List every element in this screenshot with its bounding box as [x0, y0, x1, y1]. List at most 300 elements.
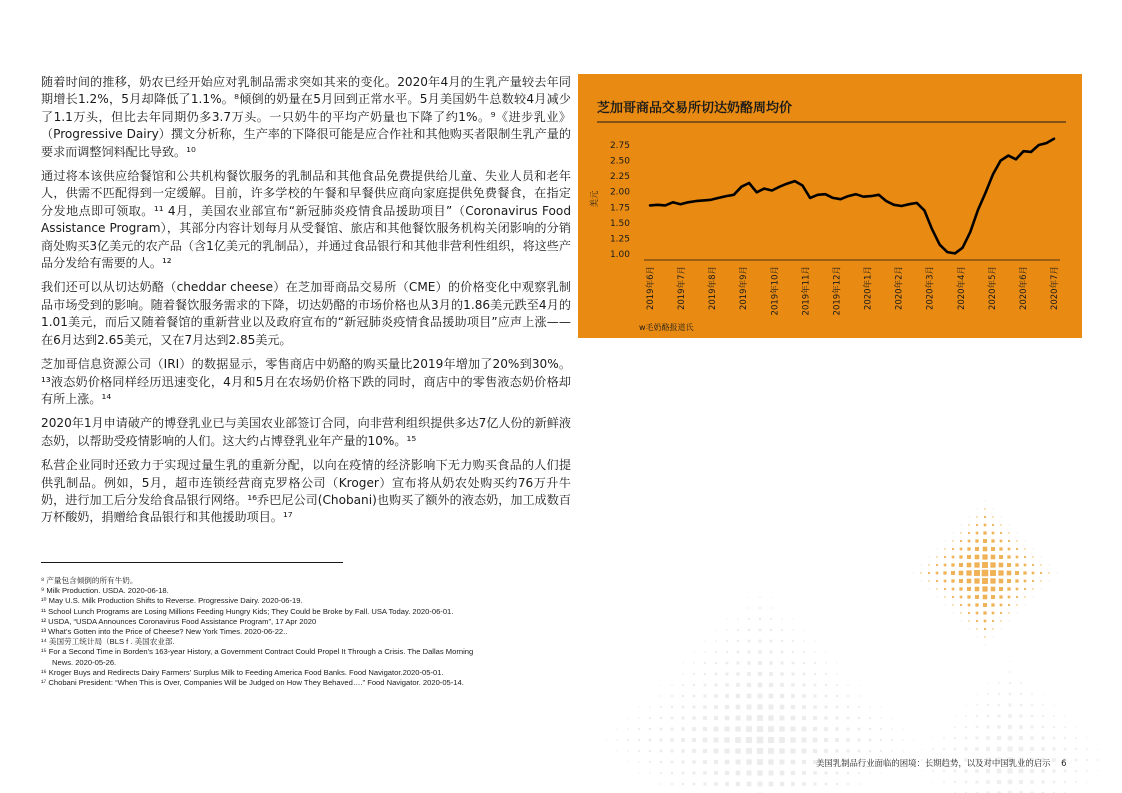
pattern-dot: [968, 540, 971, 543]
pattern-dot: [715, 684, 718, 687]
pattern-dot: [937, 597, 938, 598]
pattern-dot: [925, 740, 926, 741]
pattern-dot: [825, 706, 828, 709]
pattern-dot: [683, 652, 684, 653]
pattern-dot: [1041, 747, 1045, 751]
pattern-dot: [671, 761, 674, 764]
pattern-dot: [881, 773, 882, 774]
pattern-dot: [803, 651, 805, 653]
pattern-dot: [928, 572, 930, 574]
footnote: ⁹ Milk Production. USDA. 2020-06-18.: [41, 586, 169, 596]
pattern-dot: [826, 652, 827, 653]
pattern-dot: [959, 579, 963, 583]
pattern-dot: [628, 762, 629, 763]
x-tick-label: 2020年2月: [894, 266, 905, 311]
pattern-dot: [725, 716, 730, 721]
pattern-dot: [1053, 737, 1056, 740]
pattern-dot: [1041, 780, 1044, 783]
pattern-dot: [990, 562, 995, 567]
pattern-dot: [1024, 564, 1027, 567]
pattern-dot: [758, 650, 761, 653]
pattern-dot: [1020, 704, 1023, 707]
pattern-dot: [681, 727, 684, 730]
pattern-dot: [975, 747, 979, 751]
pattern-dot: [694, 652, 695, 653]
pattern-dot: [880, 717, 881, 718]
pattern-dot: [757, 770, 762, 775]
pattern-dot: [1019, 736, 1023, 740]
x-tick-label: 2020年5月: [987, 266, 998, 311]
pattern-dot: [943, 571, 946, 574]
pattern-dot: [758, 672, 762, 676]
pattern-dot: [977, 683, 978, 684]
pattern-dot: [858, 739, 861, 742]
pattern-dot: [725, 782, 729, 786]
pattern-dot: [960, 596, 963, 599]
pattern-dot: [638, 739, 640, 741]
pattern-dot: [802, 727, 807, 732]
x-tick-label: 2020年6月: [1018, 266, 1029, 311]
pattern-dot: [1016, 556, 1019, 559]
pattern-dot: [660, 695, 661, 696]
pattern-dot: [992, 612, 995, 615]
pattern-dot: [694, 641, 695, 642]
pattern-dot: [725, 727, 730, 732]
pattern-dot: [952, 540, 953, 541]
pattern-dot: [936, 556, 937, 557]
pattern-dot: [967, 563, 972, 568]
pattern-dot: [736, 694, 740, 698]
pattern-dot: [714, 771, 718, 775]
pattern-dot: [803, 662, 805, 664]
pattern-dot: [967, 547, 970, 550]
pattern-dot: [672, 674, 673, 675]
pattern-dot: [1017, 533, 1018, 534]
pattern-dot: [922, 738, 923, 739]
pattern-dot: [1000, 604, 1003, 607]
pattern-dot: [999, 661, 1000, 662]
pattern-dot: [1032, 672, 1033, 673]
pattern-dot: [974, 570, 980, 576]
pattern-dot: [951, 563, 954, 566]
pattern-dot: [1009, 621, 1010, 622]
pattern-dot: [1010, 650, 1011, 651]
pattern-dot: [628, 707, 629, 708]
footnote: ¹⁷ Chobani President: “When This is Over, Companies Will be Judged on How They Behaved….” Food Navigator. 2020-05-14.: [41, 678, 464, 688]
x-tick-label: 2019年12月: [832, 266, 843, 316]
pattern-dot: [759, 640, 762, 643]
pattern-dot: [782, 608, 783, 609]
pattern-dot: [791, 694, 795, 698]
x-tick-label: 2019年10月: [770, 266, 781, 316]
pattern-dot: [977, 637, 978, 638]
pattern-dot: [748, 607, 749, 608]
pattern-dot: [961, 525, 962, 526]
pattern-dot: [726, 673, 729, 676]
pattern-dot: [892, 707, 893, 708]
pattern-dot: [1007, 555, 1010, 558]
pattern-dot: [960, 532, 961, 533]
pattern-dot: [945, 605, 946, 606]
pattern-dot: [998, 693, 1000, 695]
pattern-dot: [975, 539, 978, 542]
pattern-dot: [703, 749, 707, 753]
pattern-dot: [1042, 693, 1043, 694]
pattern-dot: [992, 516, 993, 517]
pattern-dot: [1024, 580, 1027, 583]
pattern-dot: [693, 783, 696, 786]
footnote: ¹⁰ May U.S. Milk Production Shifts to Reverse. Progressive Dairy. 2020-06-19.: [41, 596, 303, 606]
pattern-dot: [681, 749, 684, 752]
pattern-dot: [749, 597, 750, 598]
pattern-dot: [1007, 571, 1012, 576]
pattern-dot: [902, 739, 903, 740]
pattern-dot: [1031, 704, 1033, 706]
pattern-dot: [986, 747, 990, 751]
pattern-dot: [976, 693, 977, 694]
pattern-dot: [1041, 589, 1042, 590]
pattern-dot: [768, 726, 774, 732]
pattern-dot: [627, 739, 629, 741]
pattern-dot: [714, 716, 718, 720]
pattern-dot: [715, 673, 718, 676]
pattern-dot: [953, 533, 954, 534]
pattern-dot: [1075, 781, 1077, 783]
pattern-dot: [747, 661, 750, 664]
pattern-dot: [725, 705, 729, 709]
pattern-dot: [748, 618, 750, 620]
pattern-dot: [1015, 563, 1018, 566]
pattern-dot: [747, 694, 752, 699]
pattern-dot: [1008, 736, 1013, 741]
pattern-dot: [714, 782, 717, 785]
pattern-dot: [991, 555, 996, 560]
pattern-dot: [997, 714, 1000, 717]
pattern-dot: [714, 705, 718, 709]
pattern-dot: [954, 770, 957, 773]
pattern-dot: [813, 771, 816, 774]
pattern-dot: [976, 532, 979, 535]
pattern-dot: [759, 618, 761, 620]
pattern-dot: [991, 539, 994, 542]
pattern-dot: [983, 531, 986, 534]
pattern-dot: [1049, 581, 1050, 582]
pattern-dot: [726, 629, 727, 630]
pattern-dot: [943, 726, 944, 727]
pattern-dot: [1001, 517, 1002, 518]
pattern-dot: [736, 672, 739, 675]
pattern-dot: [943, 748, 945, 750]
pattern-dot: [1019, 769, 1024, 774]
pattern-dot: [747, 672, 751, 676]
pattern-dot: [803, 640, 804, 641]
pattern-dot: [965, 781, 968, 784]
pattern-dot: [682, 673, 683, 674]
pattern-dot: [725, 683, 728, 686]
pattern-dot: [1000, 612, 1002, 614]
pattern-dot: [968, 604, 971, 607]
pattern-dot: [758, 694, 763, 699]
pattern-dot: [606, 751, 607, 752]
pattern-dot: [858, 717, 860, 719]
pattern-dot: [1008, 714, 1012, 718]
pattern-dot: [757, 737, 764, 744]
pattern-dot: [986, 725, 989, 728]
pattern-dot: [814, 684, 817, 687]
pattern-dot: [814, 673, 816, 675]
pattern-dot: [703, 760, 707, 764]
pattern-dot: [1120, 760, 1121, 761]
pattern-dot: [977, 509, 978, 510]
y-axis-label: 美元: [590, 190, 600, 208]
pattern-dot: [768, 737, 774, 743]
pattern-dot: [1000, 524, 1001, 525]
pattern-dot: [780, 716, 785, 721]
pattern-dot: [768, 748, 774, 754]
pattern-dot: [824, 749, 828, 753]
pattern-dot: [793, 619, 794, 620]
pattern-dot: [846, 738, 849, 741]
pattern-dot: [959, 587, 962, 590]
pattern-dot: [1030, 780, 1034, 784]
pattern-dot: [921, 748, 922, 749]
pattern-dot: [757, 759, 763, 765]
pattern-dot: [814, 695, 817, 698]
pattern-dot: [951, 579, 954, 582]
pattern-dot: [1030, 736, 1034, 740]
pattern-dot: [932, 770, 934, 772]
pattern-dot: [1031, 682, 1032, 683]
pattern-dot: [1024, 548, 1025, 549]
pattern-dot: [780, 672, 783, 675]
pattern-dot: [737, 640, 739, 642]
pattern-dot: [649, 739, 652, 742]
pattern-dot: [881, 707, 882, 708]
pattern-dot: [985, 501, 986, 502]
pattern-dot: [803, 684, 806, 687]
pattern-dot: [1030, 747, 1034, 751]
pattern-dot: [975, 603, 978, 606]
pattern-dot: [802, 782, 805, 785]
pattern-dot: [671, 750, 674, 753]
pattern-dot: [660, 783, 661, 784]
pattern-dot: [682, 761, 685, 764]
pattern-dot: [824, 727, 828, 731]
pattern-dot: [771, 586, 772, 587]
pattern-dot: [911, 749, 912, 750]
pattern-dot: [1053, 726, 1055, 728]
pattern-dot: [976, 628, 977, 629]
pattern-dot: [858, 783, 859, 784]
pattern-dot: [983, 611, 986, 614]
footnote: News. 2020-05-26.: [52, 657, 117, 667]
pattern-dot: [944, 716, 945, 717]
pattern-dot: [1052, 769, 1055, 772]
pattern-dot: [1009, 693, 1012, 696]
pattern-dot: [891, 739, 893, 741]
pattern-dot: [746, 715, 751, 720]
pattern-dot: [628, 718, 629, 719]
pattern-dot: [769, 672, 773, 676]
pattern-dot: [1086, 748, 1088, 750]
pattern-dot: [991, 595, 995, 599]
pattern-dot: [726, 662, 729, 665]
pattern-dot: [1017, 613, 1018, 614]
pattern-dot: [825, 662, 826, 663]
pattern-dot: [952, 588, 955, 591]
pattern-dot: [692, 716, 695, 719]
pattern-dot: [869, 706, 870, 707]
pattern-dot: [814, 783, 817, 786]
pattern-dot: [1000, 540, 1003, 543]
pattern-dot: [959, 555, 962, 558]
footnote: ⁸ 产量包含倾倒的所有牛奶。: [41, 576, 138, 585]
footnote: ¹² USDA, “USDA Announces Coronavirus Food Assistance Program”, 17 Apr 2020: [41, 616, 317, 626]
pattern-dot: [921, 565, 922, 566]
footnote: ¹³ What’s Gotten into the Price of Cheese? New York Times. 2020-06-22..: [41, 627, 288, 637]
pattern-dot: [1016, 604, 1017, 605]
pattern-dot: [1008, 596, 1011, 599]
footnote: ¹⁴ 美国劳工统计局（BLS f . 美国农业部.: [41, 637, 175, 647]
pattern-dot: [1049, 565, 1050, 566]
pattern-dot: [802, 694, 805, 697]
pattern-dot: [993, 637, 994, 638]
pattern-dot: [715, 640, 716, 641]
x-tick-label: 2019年11月: [801, 266, 812, 316]
pattern-dot: [997, 736, 1001, 740]
pattern-dot: [661, 674, 662, 675]
pattern-dot: [649, 772, 650, 773]
pattern-dot: [991, 587, 996, 592]
pattern-dot: [790, 737, 795, 742]
pattern-dot: [748, 629, 750, 631]
pattern-dot: [1052, 747, 1055, 750]
pattern-dot: [983, 539, 987, 543]
pattern-dot: [983, 603, 987, 607]
pattern-dot: [929, 589, 930, 590]
pattern-dot: [1053, 715, 1055, 717]
pattern-dot: [997, 780, 1001, 784]
pattern-dot: [639, 773, 640, 774]
pattern-dot: [747, 705, 752, 710]
chart-panel: [578, 74, 1082, 338]
pattern-dot: [933, 727, 934, 728]
pattern-dot: [984, 508, 985, 509]
pattern-dot: [825, 772, 828, 775]
pattern-dot: [1075, 770, 1077, 772]
pattern-dot: [870, 696, 871, 697]
pattern-dot: [943, 770, 945, 772]
pattern-dot: [781, 618, 782, 619]
pattern-dot: [813, 705, 816, 708]
pattern-dot: [660, 750, 663, 753]
pattern-dot: [943, 737, 945, 739]
pattern-dot: [760, 575, 761, 576]
pattern-dot: [738, 597, 739, 598]
pattern-dot: [671, 717, 674, 720]
pattern-dot: [1016, 596, 1018, 598]
pattern-dot: [992, 532, 995, 535]
pattern-dot: [639, 784, 640, 785]
pattern-dot: [880, 739, 882, 741]
pattern-dot: [781, 651, 784, 654]
pattern-dot: [737, 651, 740, 654]
pattern-dot: [703, 705, 706, 708]
pattern-dot: [847, 728, 850, 731]
pattern-dot: [759, 629, 762, 632]
pattern-dot: [992, 524, 994, 526]
pattern-dot: [793, 608, 794, 609]
pattern-dot: [825, 783, 828, 786]
pattern-dot: [891, 728, 892, 729]
pattern-dot: [944, 548, 945, 549]
pattern-dot: [780, 782, 784, 786]
pattern-dot: [952, 556, 955, 559]
pattern-dot: [998, 704, 1001, 707]
pattern-dot: [736, 716, 741, 721]
pattern-dot: [982, 586, 987, 591]
pattern-dot: [660, 728, 663, 731]
pattern-dot: [661, 685, 662, 686]
pattern-dot: [617, 751, 618, 752]
pattern-dot: [881, 696, 882, 697]
pattern-dot: [858, 728, 861, 731]
pattern-dot: [738, 608, 739, 609]
pattern-dot: [1023, 571, 1026, 574]
pattern-dot: [746, 726, 752, 732]
pattern-dot: [747, 683, 751, 687]
pattern-dot: [759, 596, 760, 597]
pattern-dot: [999, 563, 1004, 568]
pattern-dot: [976, 620, 978, 622]
pattern-dot: [1031, 693, 1033, 695]
pattern-dot: [1008, 780, 1013, 785]
pattern-dot: [1040, 580, 1041, 581]
pattern-dot: [914, 751, 915, 752]
pattern-dot: [999, 555, 1003, 559]
pattern-dot: [628, 773, 629, 774]
x-tick-label: 2020年4月: [956, 266, 967, 311]
pattern-dot: [1064, 748, 1067, 751]
pattern-dot: [967, 595, 970, 598]
pattern-dot: [869, 750, 871, 752]
pattern-dot: [952, 548, 954, 550]
pattern-dot: [847, 783, 849, 785]
pattern-dot: [1053, 781, 1056, 784]
pattern-dot: [595, 740, 596, 741]
pattern-dot: [982, 562, 988, 568]
pattern-dot: [769, 782, 774, 787]
pattern-dot: [726, 651, 728, 653]
pattern-dot: [791, 749, 796, 754]
pattern-dot: [1086, 770, 1088, 772]
pattern-dot: [968, 532, 970, 534]
pattern-dot: [606, 729, 607, 730]
pattern-dot: [650, 784, 651, 785]
pattern-dot: [1076, 716, 1077, 717]
pattern-dot: [968, 524, 969, 525]
pattern-dot: [1019, 780, 1023, 784]
pattern-dot: [1031, 715, 1034, 718]
pattern-dot: [746, 737, 752, 743]
pattern-dot: [703, 727, 707, 731]
pattern-dot: [982, 554, 987, 559]
pattern-dot: [987, 704, 989, 706]
pattern-dot: [792, 640, 794, 642]
pattern-dot: [944, 588, 946, 590]
pattern-dot: [791, 727, 796, 732]
pattern-dot: [892, 718, 893, 719]
